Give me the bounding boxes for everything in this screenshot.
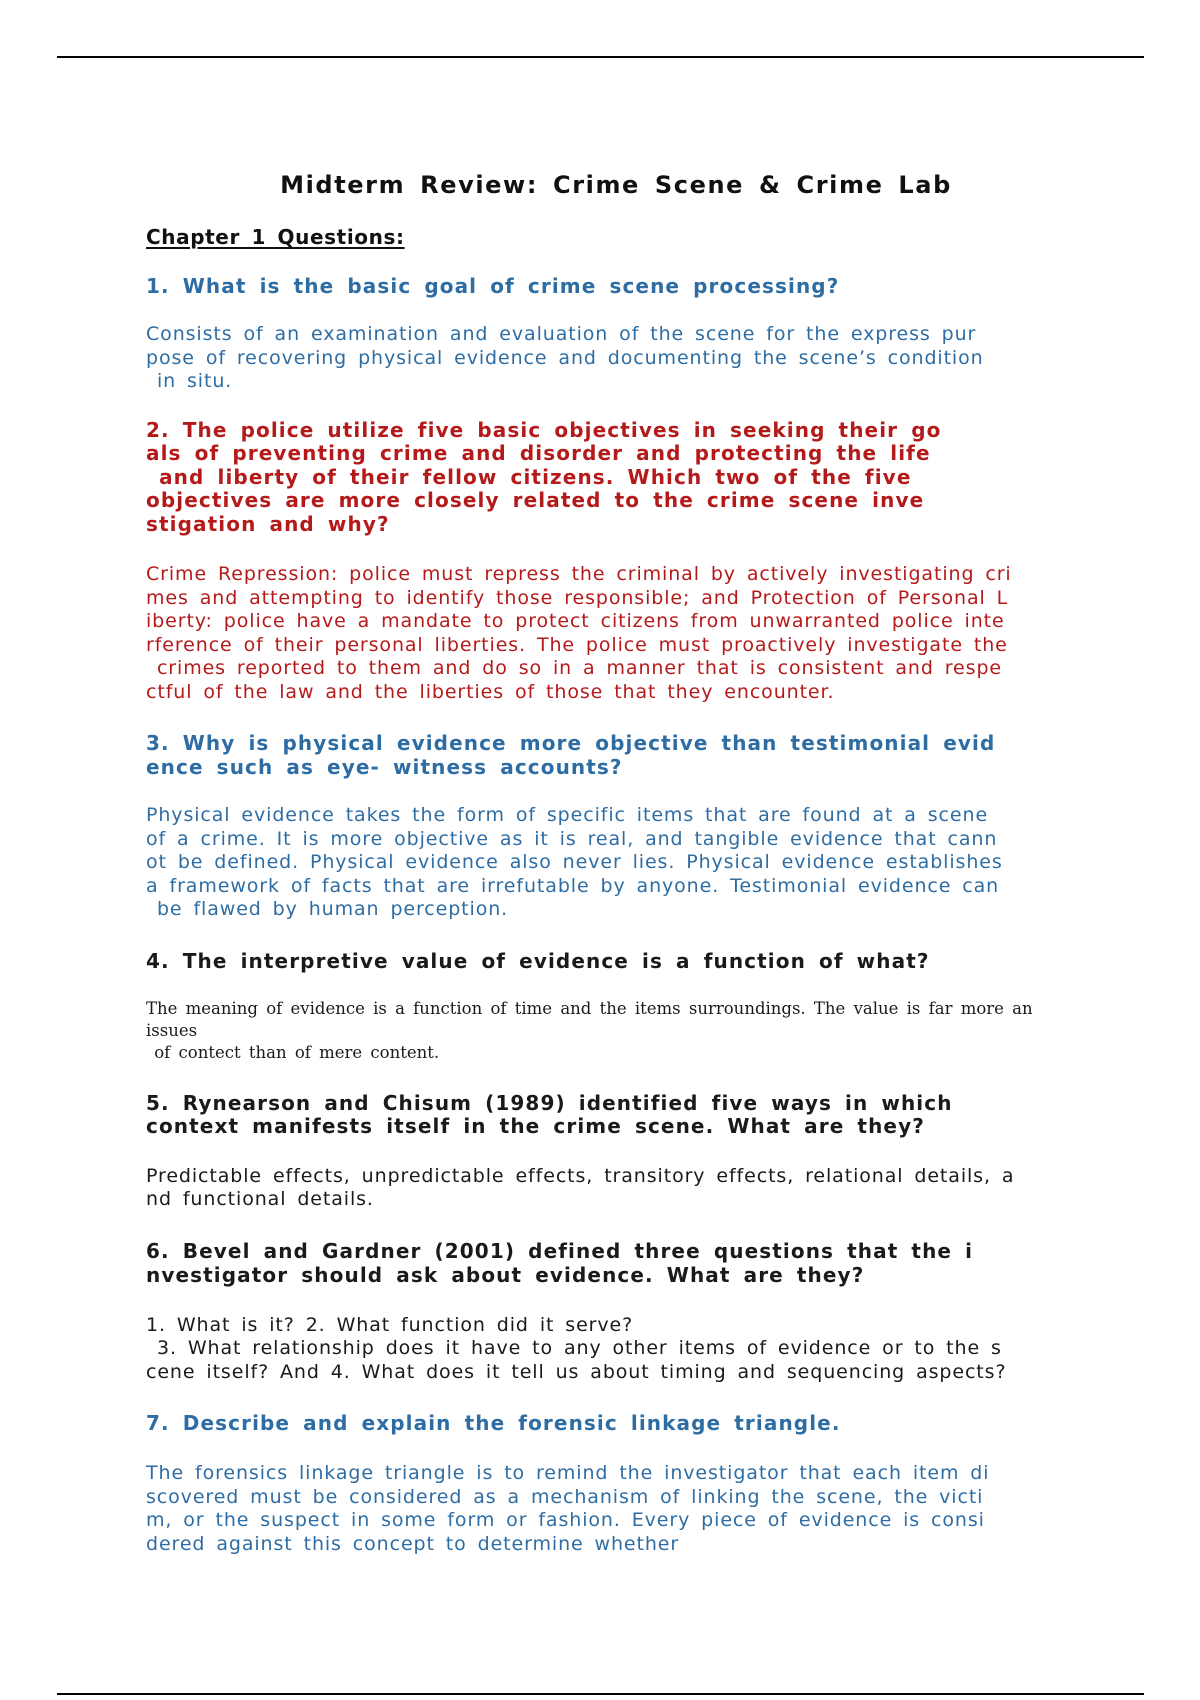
answer-3: Physical evidence takes the form of specific items that are found at a scene of a crime. It is more objective as it is real, and tangible evidence that cann ot be defined. Physical evidence also never lies. Physical evidence establishes a framework of facts that are irrefutable by anyone. Testimonial evidence can be flawed by human perception. [146, 804, 1003, 920]
question-6: 6. Bevel and Gardner (2001) defined three questions that the i nvestigator should ask about evidence. What are they? [146, 1238, 974, 1287]
qa-block-6 [146, 1239, 1086, 1385]
answer-1: Consists of an examination and evaluation of the scene for the express pur pose of recovering physical evidence and documenting the scene’s condition in situ. [146, 323, 984, 392]
bottom-rule [57, 1693, 1144, 1695]
answer-4: The meaning of evidence is a function of time and the items surroundings. The value is far more an issues of contect than of mere content. [146, 998, 1033, 1062]
question-4: 4. The interpretive value of evidence is a function of what? [146, 948, 930, 973]
answer-7: The forensics linkage triangle is to remind the investigator that each item di scovered must be considered as a mechanism of linking the scene, the victi m, or the suspect in some form or fashion. Every piece of evidence is consi dered against this concept to determine whether [146, 1462, 990, 1555]
answer-5: Predictable effects, unpredictable effects, transitory effects, relational details, a nd functional details. [146, 1164, 1015, 1210]
qa-block-3 [146, 731, 1086, 922]
chapter-heading-text: Chapter 1 Questions: [146, 225, 405, 249]
document-page [146, 170, 1086, 1556]
question-1: 1. What is the basic goal of crime scene processing? [146, 274, 840, 298]
qa-block-1 [146, 274, 1086, 394]
chapter-heading [146, 224, 1086, 250]
qa-block-2 [146, 419, 1086, 705]
answer-6: 1. What is it? 2. What function did it serve? 3. What relationship does it have to any other items of evidence or to the s cene itself? And 4. What does it tell us about timing and sequencing aspects? [146, 1313, 1007, 1383]
qa-block-5 [146, 1092, 1086, 1212]
question-7: 7. Describe and explain the forensic linkage triangle. [146, 1411, 841, 1435]
top-rule [57, 56, 1144, 58]
question-2: 2. The police utilize five basic objectives in seeking their go als of preventing crime and disorder and protecting the life and liberty of their fellow citizens. Which two of the five objectives are more closely related to the crime scene inve stigation and why? [146, 417, 942, 536]
qa-block-4 [146, 949, 1086, 1064]
question-5: 5. Rynearson and Chisum (1989) identified five ways in which context manifests itself in the crime scene. What are they? [146, 1090, 953, 1138]
answer-2: Crime Repression: police must repress the criminal by actively investigating cri mes and attempting to identify those responsible; and Protection of Personal L iberty: police have a mandate to protect citizens from unwarranted police inte rference of their personal liberties. The police must proactively investigate the crimes reported to them and do so in a manner that is consistent and respe ctful of the law and the liberties of those that they encounter. [146, 563, 1012, 703]
question-3: 3. Why is physical evidence more objective than testimonial evid ence such as eye- witness accounts? [146, 731, 996, 779]
document-title: Midterm Review: Crime Scene & Crime Lab [280, 171, 952, 199]
qa-block-7 [146, 1411, 1086, 1556]
